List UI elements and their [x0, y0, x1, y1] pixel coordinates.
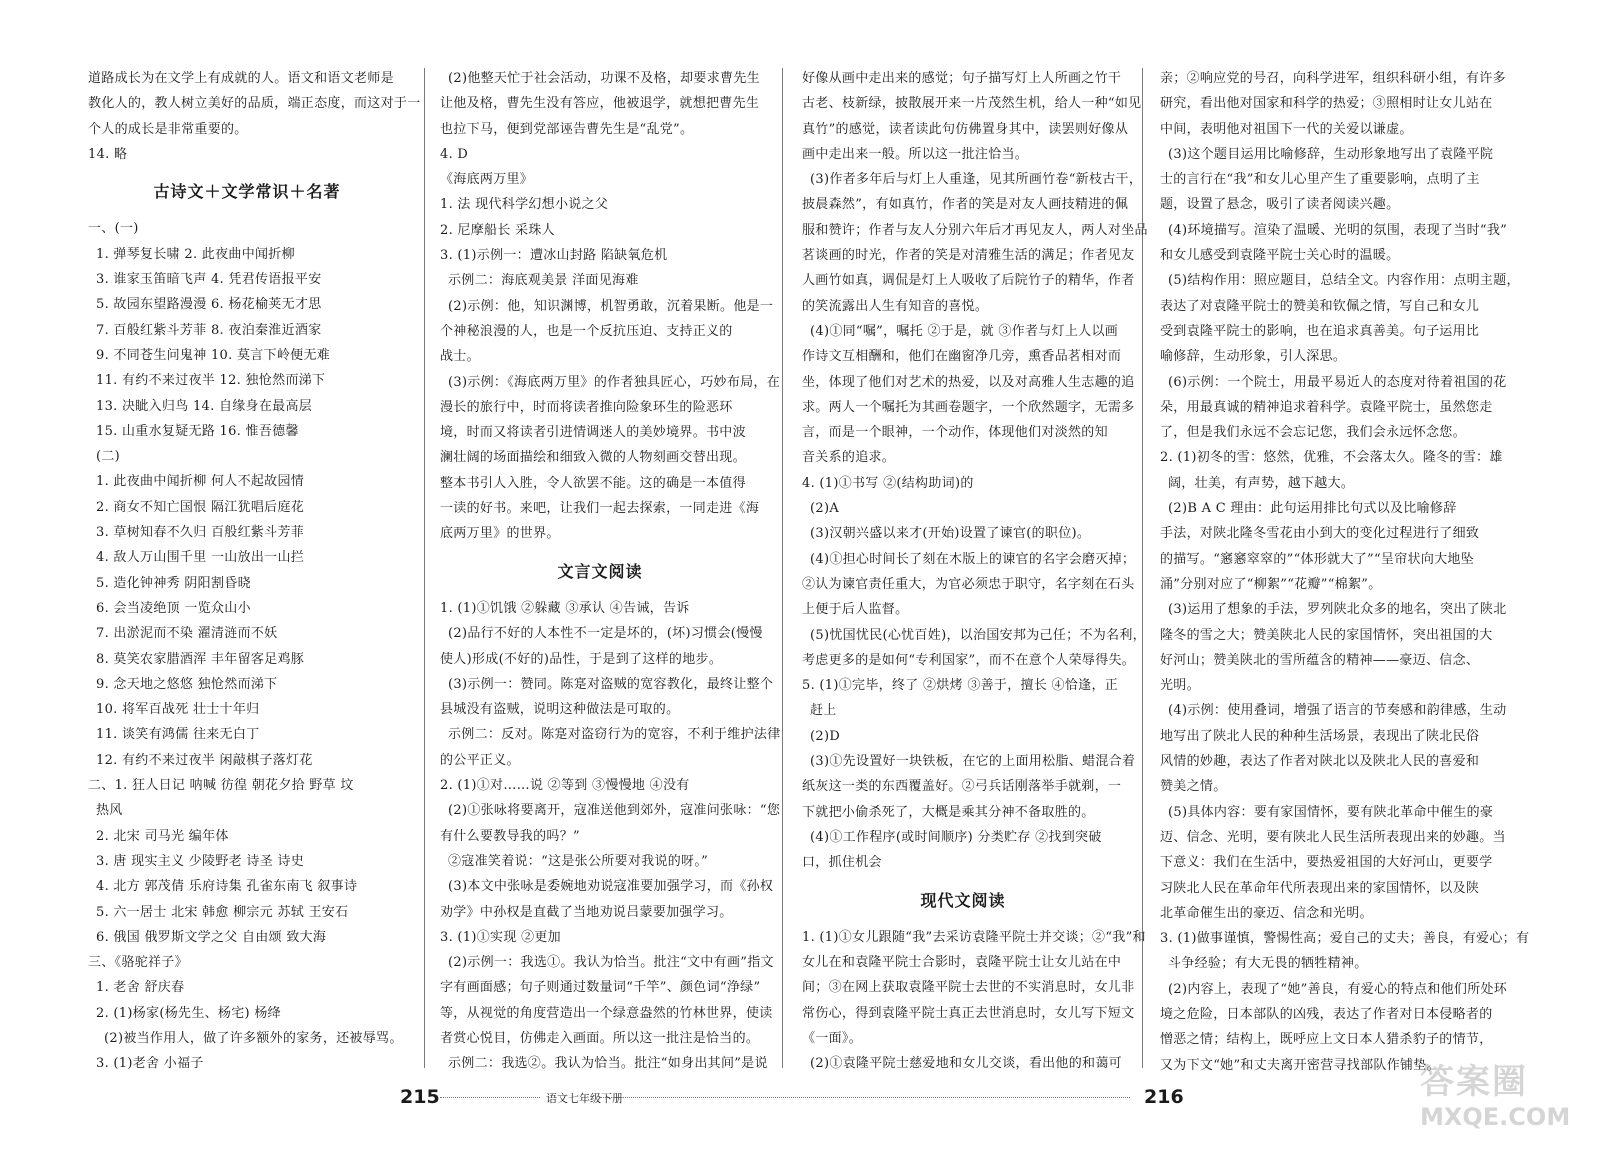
answer-line: 4. 敌人万山围千里 一山放出一山拦	[96, 550, 305, 566]
watermark-url: MXQE.COM	[1420, 1103, 1571, 1131]
answer-line: (4)①担心时间长了刻在木版上的谏官的名字会磨灭掉；	[810, 551, 1136, 567]
answer-line: 北革命催生出的豪迈、信念和光明。	[1160, 905, 1373, 921]
section-heading: 现代文阅读	[920, 890, 1006, 910]
answer-line: 等，从视觉的角度营造出一个绿意盎然的竹林世界，使读	[440, 1005, 773, 1021]
answer-line: (5)忧国忧民(心忧百姓)，以治国安邦为己任；不为名利，	[810, 627, 1146, 643]
answer-line: 14. 略	[88, 146, 128, 162]
footer-dotted-rule	[600, 1097, 1130, 1098]
answer-line: 地写出了陕北人民的种种生活场景，表现出了陕北民俗	[1160, 728, 1480, 744]
answer-line: 题，设置了悬念，吸引了读者阅读兴趣。	[1160, 197, 1400, 213]
answer-line: (2)他整天忙于社会活动，功课不及格，却要求曹先生	[448, 71, 760, 86]
answer-line: 7. 出淤泥而不染 濯清涟而不妖	[96, 626, 278, 642]
answer-line: 迈、信念、光明，要有陕北人民生活所表现出来的妙趣。当	[1160, 829, 1506, 845]
answer-line: (2)①袁隆平院士慈爱地和女儿交谈，看出他的和蔼可	[810, 1056, 1122, 1072]
answer-line: 1. (1)①女儿跟随“我”去采访袁隆平院士并交谈；②“我”和	[802, 929, 1146, 945]
page-number-right: 216	[1144, 1086, 1184, 1108]
answer-line: 和女儿感受到袁隆平院士关心时的温暖。	[1160, 248, 1400, 264]
answer-line: 好像从画中走出来的感觉；句子描写灯上人所画之竹干	[802, 71, 1122, 86]
answer-line: (4)①工作程序(或时间顺序) 分类贮存 ②找到突破	[810, 829, 1102, 845]
answer-line: 下就把小偷杀死了，大概是乘其分神不备取胜的。	[802, 804, 1095, 820]
watermark-text: 答案圈	[1420, 1062, 1528, 1102]
answer-column-4	[1160, 66, 1530, 1076]
answer-line: 12. 有约不来过夜半 闲敲棋子落灯花	[96, 752, 313, 768]
answer-line: (3)本文中张咏是委婉地劝说寇准要加强学习，而《孙权	[448, 879, 774, 895]
answer-line: 2. 商女不知亡国恨 隔江犹唱后庭花	[96, 499, 305, 515]
answer-line: 光明。	[1160, 678, 1200, 694]
answer-line: 涌”分别对应了“柳絮”“花瓣”“棉絮”。	[1160, 576, 1382, 592]
answer-line: (3)①先设置好一块铁板，在它的上面用松脂、蜡混合着	[810, 754, 1136, 770]
answer-line: 境之危险，日本部队的凶残，表达了作者对日本侵略者的	[1160, 1006, 1493, 1022]
answer-line: 下意义：我们在生活中，要热爱祖国的大好河山，更要学	[1160, 855, 1493, 871]
answer-line: 《一面》。	[802, 1030, 863, 1046]
answer-line: (3)示例：《海底两万里》的作者独具匠心，巧妙布局，在	[448, 374, 781, 390]
answer-line: 1. (1)①饥饿 ②躲藏 ③承认 ④告诫，告诉	[440, 600, 690, 616]
answer-line: (6)示例：一个院士，用最平易近人的态度对待着祖国的花	[1168, 374, 1507, 390]
answer-line: 受到袁隆平院士的影响，也在追求真善美。句子运用比	[1160, 323, 1480, 339]
section-heading: 文言文阅读	[557, 561, 643, 581]
answer-line: (3)运用了想象的手法，罗列陕北众多的地名，突出了陕北	[1168, 602, 1507, 618]
answer-line: (2)A	[810, 501, 840, 517]
answer-line: (2)内容上，表现了“她”善良，有爱心的特点和他们所处环	[1168, 981, 1508, 997]
answer-line: 斗争经验；有大无畏的牺牲精神。	[1168, 956, 1368, 972]
answer-line: 道路成长为在文学上有成就的人。语文和语文老师是	[88, 71, 394, 86]
answer-line: (3)作者多年后与灯上人重逢，见其所画竹卷“新枝古干，	[810, 172, 1143, 188]
answer-line: 了，但是我们永远不会忘记您，我们会永远怀念您。	[1160, 425, 1466, 441]
answer-line: 境，时而又将读者引进情调迷人的美妙境界。书中波	[440, 425, 746, 441]
answer-line: 手法，对陕北隆冬雪花由小到大的变化过程进行了细致	[1160, 526, 1480, 542]
answer-line: 字有画面感；句子则通过数量词“千竿”、颜色词“浄绿”	[440, 980, 761, 996]
answer-line: 3. (1)示例一：遭冰山封路 陷缺氧危机	[440, 248, 668, 264]
answer-line: 隆冬的雪之大；赞美陕北人民的家国情怀，突出祖国的大	[1160, 627, 1493, 643]
answer-line: 4. (1)①书写 ②(结构助词)的	[802, 475, 974, 491]
answer-line: 6. 俄国 俄罗斯文学之父 自由颂 致大海	[96, 929, 327, 945]
answer-line: 二、1. 狂人日记 呐喊 彷徨 朝花夕拾 野草 坟	[88, 778, 354, 794]
answer-line: 习陕北人民在革命年代所表现出来的家国情怀，以及陕	[1160, 880, 1480, 896]
answer-line: 2. 尼摩船长 采珠人	[440, 222, 555, 238]
answer-line: (2)B A C 理由：此句运用排比句式以及比喻修辞	[1168, 501, 1457, 517]
answer-line: 1. 老舍 舒庆春	[96, 980, 185, 996]
answer-line: 2. (1)①对……说 ②等到 ③慢慢地 ④没有	[440, 778, 690, 794]
answer-line: 5. 造化钟神秀 阴阳割昏晓	[96, 575, 251, 591]
answer-line: 3. 唐 现实主义 少陵野老 诗圣 诗史	[96, 853, 305, 869]
answer-line: 坐，体现了他们对艺术的热爱，以及对高雅人生志趣的追	[802, 374, 1135, 390]
answer-line: 热风	[96, 803, 123, 819]
answer-line: 的笑流露出人生有知音的喜悦。	[802, 298, 989, 314]
answer-line: 憎恶之情；结构上，既呼应上文日本人猎杀豹子的情节，	[1160, 1032, 1493, 1048]
answer-line: 个人的成长是非常重要的。	[88, 121, 248, 137]
answer-line: 漫长的旅行中，时而将读者推向险象环生的险恶环	[440, 399, 733, 415]
answer-line: 也拉下马，便到党部诬告曹先生是“乱党”。	[440, 121, 694, 137]
answer-line: (2)D	[810, 728, 841, 744]
answer-line: (2)品行不好的人本性不一定是坏的，(坏)习惯会(慢慢	[448, 626, 763, 642]
answer-line: 喻修辞，生动形象，引人深思。	[1160, 349, 1347, 365]
answer-line: 女儿在和袁隆平院士合影时，袁隆平院士让女儿站在中	[802, 955, 1122, 971]
answer-line: 1. 此夜曲中闻折柳 何人不起故园情	[96, 474, 305, 490]
answer-line: 《海底两万里》	[440, 172, 534, 188]
answer-line: (2)①张咏将要离开，寇准送他到郊外，寇准问张咏：“您	[448, 803, 781, 819]
answer-line: 披晨森然”，有如真竹，作者的笑是对友人画技精进的佩	[802, 197, 1129, 213]
answer-line: 3. (1)做事谨慎，警惕性高；爱自己的丈夫；善良，有爱心；有	[1160, 931, 1530, 947]
answer-line: (4)环境描写。渲染了温暖、光明的氛围，表现了当时“我”	[1168, 222, 1508, 238]
book-title: 语文七年级下册	[546, 1092, 623, 1105]
answer-line: 赶上	[810, 703, 837, 719]
answer-line: 朵，用最真诚的精神追求着科学。袁隆平院士，虽然您走	[1160, 399, 1493, 415]
answer-line: 1. 法 现代科学幻想小说之父	[440, 197, 609, 213]
answer-line: 示例二：反对。陈寔对盗窃行为的宽容，不利于维护法律	[448, 727, 781, 743]
answer-line: (3)汉朝兴盛以来才(开始)设置了谏官(的职位)。	[810, 526, 1091, 542]
answer-line: 者赏心悦目，仿佛走入画面。所以这一批注是恰当的。	[440, 1030, 760, 1046]
answer-line: 考虑更多的是如何“专利国家”，而不在意个人荣辱得失。	[802, 652, 1136, 668]
answer-line: (4)示例：使用叠词，增强了语言的节奏感和韵律感，生动	[1168, 703, 1507, 719]
answer-line: 3. (1)老舍 小福子	[96, 1056, 204, 1072]
page-footer	[0, 1086, 1600, 1110]
answer-line: (4)①同“嘱”，嘱托 ②于是，就 ③作者与灯上人以画	[810, 323, 1119, 339]
answer-line: 13. 决眦入归鸟 14. 自缘身在最高层	[96, 398, 313, 414]
answer-line: 阔，壮美，有声势，越下越大。	[1168, 475, 1355, 491]
answer-line: 风情的妙趣，表达了作者对陕北以及陕北人民的喜爱和	[1160, 754, 1480, 770]
answer-column-3	[802, 66, 1148, 1076]
answer-line: 战士。	[440, 349, 480, 365]
answer-line: 一读的好书。来吧，让我们一起去探索，一同走进《海	[440, 501, 760, 517]
answer-line: 真竹”的感觉，读者读此句仿佛置身其中，读罢则好像从	[802, 121, 1129, 137]
answer-line: 使人)形成(不好的)品性，于是到了这样的地步。	[440, 651, 723, 667]
column-divider	[782, 68, 783, 1068]
answer-line: (2)被当作用人，做了许多额外的家务，还被辱骂。	[104, 1030, 403, 1046]
answer-line: 示例二：海底观美景 洋面见海难	[448, 273, 639, 289]
answer-line: 有什么要教导我的吗？”	[440, 828, 580, 844]
answer-line: 言，而是一个眼神，一个动作，体现他们对淡然的知	[802, 425, 1108, 441]
page-number-left: 215	[400, 1086, 440, 1108]
answer-line: 15. 山重水复疑无路 16. 惟吾德馨	[96, 423, 299, 439]
answer-line: 亲；②响应党的号召，向科学进军，组织科研小组，有许多	[1160, 71, 1506, 86]
answer-line: 教化人的，教人树立美好的品质，端正态度，而这对于一	[88, 96, 421, 112]
answer-line: 的公平正义。	[440, 752, 520, 768]
answer-line: 11. 谈笑有鸿儒 往来无白丁	[96, 727, 260, 743]
answer-line: (5)具体内容：要有家国情怀，要有陕北革命中催生的豪	[1168, 804, 1494, 820]
answer-line: 研究，看出他对国家和科学的热爱；③照相时让女儿站在	[1160, 96, 1493, 112]
answer-line: 中间，表明他对祖国下一代的关爱以谦虚。	[1160, 121, 1413, 137]
answer-line: 一、(一)	[88, 221, 139, 237]
answer-line: 劝学》中孙权是直截了当地劝说吕蒙要加强学习。	[440, 904, 733, 920]
answer-line: 画中走出来一般。所以这一批注恰当。	[802, 146, 1029, 162]
answer-line: 示例二：我选②。我认为恰当。批注“如身出其间”是说	[448, 1056, 768, 1072]
answer-line: 1. 弹琴复长啸 2. 此夜曲中闻折柳	[96, 246, 295, 262]
answer-line: 5. 故园东望路漫漫 6. 杨花榆荚无才思	[96, 297, 322, 313]
answer-line: 3. (1)①实现 ②更加	[440, 929, 561, 945]
answer-line: 士的言行在“我”和女儿心里产生了重要影响，点明了主	[1160, 172, 1480, 188]
answer-line: 6. 会当凌绝顶 一览众山小	[96, 600, 251, 616]
column-divider	[1142, 68, 1143, 1068]
answer-line: 又为下文“她”和丈夫离开密营寻找部队作铺垫。	[1160, 1057, 1440, 1073]
answer-line: (2)示例一：我选①。我认为恰当。批注“文中有画”指文	[448, 955, 774, 971]
answer-line: 的描写。“窸窸窣窣的”“体形就大了”“呈帘状向大地坠	[1160, 551, 1475, 567]
answer-line: 3. 草树知春不久归 百般红紫斗芳菲	[96, 525, 305, 541]
answer-line: 9. 念天地之悠悠 独怆然而涕下	[96, 676, 278, 692]
answer-line: 5. 六一居士 北宋 韩愈 柳宗元 苏轼 王安石	[96, 904, 349, 920]
answer-line: 服和赞许；作者与友人分别六年后才再见友人，两人对坐品	[802, 222, 1148, 238]
answer-line: 7. 百般红紫斗芳菲 8. 夜泊秦淮近酒家	[96, 322, 322, 338]
footer-dotted-rule	[440, 1097, 540, 1098]
answer-line: 口，抓住机会	[802, 855, 882, 871]
answer-line: 间；③在网上获取袁隆平院士去世的不实消息时，女儿非	[802, 980, 1135, 996]
column-divider	[424, 68, 425, 1068]
answer-line: 4. 北方 郭茂倩 乐府诗集 孔雀东南飞 叙事诗	[96, 879, 358, 895]
answer-line: (3)示例一：赞同。陈寔对盗贼的宽容教化，最终让整个	[448, 676, 774, 692]
answer-line: (5)结构作用：照应题目，总结全文。内容作用：点明主题，	[1168, 273, 1520, 289]
answer-line: 9. 不同苍生问鬼神 10. 莫言下岭便无难	[96, 347, 331, 363]
answer-line: 5. (1)①完毕，终了 ②烘烤 ③善于，擅长 ④恰逢，正	[802, 678, 1119, 694]
answer-line: 纸灰这一类的东西覆盖好。②弓兵话刚落举手就剃，一	[802, 779, 1122, 795]
answer-column-1	[88, 66, 421, 1076]
answer-line: 常伤心，得到袁隆平院士真正去世消息时，女儿写下短文	[802, 1005, 1135, 1021]
answer-line: (二)	[96, 449, 121, 465]
answer-line: 表达了对袁隆平院士的赞美和钦佩之情，写自己和女儿	[1160, 298, 1480, 314]
answer-line: 整本书引人入胜，令人欲罢不能。这的确是一本值得	[440, 475, 746, 491]
section-heading: 古诗文＋文学常识＋名著	[153, 182, 341, 202]
answer-line: 作诗文互相酬和，他们在幽窗净几旁，熏香品茗相对而	[802, 349, 1122, 365]
answer-line: 2. 北宋 司马光 编年体	[96, 828, 229, 844]
answer-line: (3)这个题目运用比喻修辞，生动形象地写出了袁隆平院	[1168, 146, 1494, 162]
answer-column-2	[440, 66, 781, 1076]
answer-line: 个神秘浪漫的人，也是一个反抗压迫、支持正义的	[440, 323, 733, 339]
answer-line: 3. 谁家玉笛暗飞声 4. 凭君传语报平安	[96, 272, 322, 288]
answer-line: 让他及格，曹先生没有答应，他被退学，就想把曹先生	[440, 96, 760, 112]
answer-line: 人画竹如真，调侃是灯上人吸收了后院竹子的精华，作者	[802, 273, 1135, 289]
answer-line: 茗谈画的时光，作者的笑是对清雅生活的满足；作者见友	[802, 248, 1135, 264]
answer-line: 8. 莫笑农家腊酒浑 丰年留客足鸡豚	[96, 651, 305, 667]
answer-line: 赞美之情。	[1160, 779, 1227, 795]
answer-line: 澜壮阔的场面描绘和细致入微的人物刻画交替出现。	[440, 450, 746, 466]
answer-line: 底两万里》的世界。	[440, 526, 560, 542]
answer-line: 10. 将军百战死 壮士十年归	[96, 702, 260, 718]
answer-line: ②寇准笑着说：“这是张公所要对我说的呀。”	[448, 853, 709, 869]
answer-line: (2)示例：他，知识渊博，机智勇敢，沉着果断。他是一	[448, 298, 774, 314]
answer-line: 上便于后人监督。	[802, 602, 909, 618]
answer-line: 求。两人一个嘱托为其画卷题字，一个欣然题字，无需多	[802, 399, 1135, 415]
answer-line: 好河山；赞美陕北的雪所蕴含的精神——豪迈、信念、	[1160, 652, 1480, 668]
answer-line: ②认为谏官责任重大，为官必须忠于职守，名字刻在石头	[802, 576, 1135, 592]
answer-line: 2. (1)杨家(杨先生、杨宅) 杨绛	[96, 1005, 281, 1021]
answer-line: 古老、枝新绿，披散展开来一片茂然生机，给人一种“如见	[802, 96, 1142, 112]
answer-line: 三、《骆驼祥子》	[88, 955, 188, 971]
answer-line: 音关系的追求。	[802, 450, 896, 466]
site-watermark	[1420, 1054, 1590, 1144]
answer-line: 2. (1)初冬的雪：悠然，优雅，不会落太久。隆冬的雪：雄	[1160, 450, 1503, 466]
answer-line: 4. D	[440, 146, 469, 162]
answer-line: 11. 有约不来过夜半 12. 独怆然而涕下	[96, 373, 326, 389]
answer-line: 县城没有盗贼，说明这种做法是可取的。	[440, 702, 680, 718]
